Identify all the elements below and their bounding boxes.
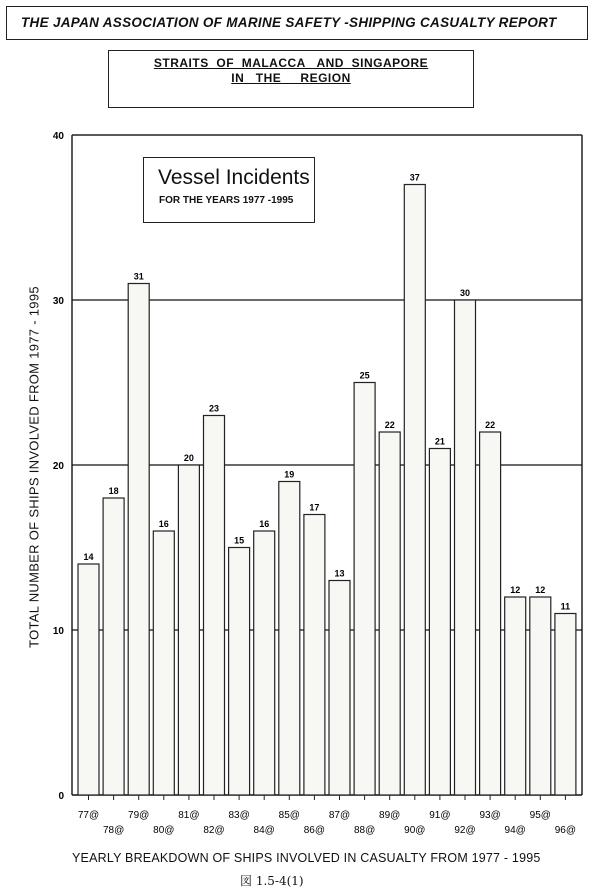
- bar: [379, 432, 400, 795]
- bar-value-label: 25: [359, 370, 370, 381]
- x-tick-label: 95@: [529, 810, 551, 821]
- bar-value-label: 20: [183, 453, 194, 463]
- x-tick-label: 88@: [353, 825, 376, 836]
- x-tick-label: 83@: [228, 810, 250, 821]
- bar-value-label: 18: [108, 486, 119, 496]
- bar: [279, 482, 300, 796]
- bar-value-label: 21: [434, 436, 445, 447]
- x-tick-label: 77@: [77, 810, 100, 821]
- bar-value-label: 13: [334, 568, 345, 579]
- x-tick-label: 90@: [404, 825, 426, 836]
- x-tick-label: 94@: [504, 825, 526, 836]
- bar: [480, 432, 501, 795]
- bar: [555, 614, 576, 796]
- bar: [128, 284, 149, 796]
- x-tick-label: 87@: [328, 810, 351, 821]
- bar: [204, 416, 225, 796]
- bar-value-label: 37: [409, 172, 420, 183]
- bar: [103, 498, 124, 795]
- bar: [530, 597, 551, 795]
- y-tick-label: 20: [52, 461, 64, 472]
- bar: [304, 515, 325, 796]
- bar-value-label: 22: [384, 420, 395, 430]
- bar-value-label: 16: [259, 519, 270, 529]
- y-tick-label: 30: [52, 296, 64, 307]
- bar-value-label: 12: [510, 585, 521, 595]
- x-tick-label: 96@: [554, 825, 577, 836]
- chart-legend-box: [143, 157, 315, 223]
- bar-value-label: 19: [284, 469, 295, 480]
- x-tick-label: 89@: [379, 810, 401, 821]
- figure-caption: 図 1.5-4(1): [240, 874, 304, 888]
- bar: [78, 564, 99, 795]
- bar-value-label: 16: [158, 519, 169, 529]
- y-tick-label: 40: [52, 131, 64, 142]
- bar-value-label: 12: [535, 585, 546, 595]
- bar: [229, 548, 250, 796]
- x-tick-label: 79@: [128, 810, 150, 821]
- y-tick-label: 0: [58, 791, 64, 802]
- bar: [254, 531, 275, 795]
- y-axis-title: TOTAL NUMBER OF SHIPS INVOLVED FROM 1977 - 1995: [26, 286, 42, 648]
- bar-value-label: 14: [83, 552, 94, 562]
- x-tick-label: 86@: [303, 825, 326, 836]
- bar: [455, 300, 476, 795]
- bar-value-label: 15: [234, 535, 245, 546]
- x-tick-label: 85@: [278, 810, 300, 821]
- bar: [329, 581, 350, 796]
- bar-value-label: 30: [459, 288, 471, 298]
- x-axis-title: YEARLY BREAKDOWN OF SHIPS INVOLVED IN CASUALTY FROM 1977 - 1995: [72, 851, 541, 865]
- x-tick-label: 84@: [253, 825, 275, 836]
- x-tick-label: 82@: [203, 825, 225, 836]
- x-tick-label: 92@: [454, 825, 476, 836]
- bar: [429, 449, 450, 796]
- x-tick-label: 81@: [178, 810, 200, 821]
- bar: [153, 531, 174, 795]
- bar-value-label: 17: [309, 502, 320, 513]
- region-title-line1: STRAITS OF MALACCA AND SINGAPORE: [153, 56, 429, 70]
- legend-subtitle: FOR THE YEARS 1977 -1995: [159, 195, 294, 206]
- y-tick-label: 10: [52, 626, 64, 637]
- x-tick-label: 91@: [429, 810, 451, 821]
- bar: [404, 185, 425, 796]
- legend-title: Vessel Incidents: [158, 166, 310, 189]
- bar: [505, 597, 526, 795]
- bar: [354, 383, 375, 796]
- bar-value-label: 31: [133, 271, 144, 282]
- x-tick-label: 80@: [153, 825, 175, 836]
- x-tick-label: 78@: [102, 825, 125, 836]
- x-tick-label: 93@: [479, 810, 501, 821]
- bar-value-label: 23: [208, 403, 220, 414]
- bar: [178, 465, 199, 795]
- bar-value-label: 22: [485, 420, 496, 430]
- report-header-text: THE JAPAN ASSOCIATION OF MARINE SAFETY -SHIPPING CASUALTY REPORT: [21, 15, 557, 30]
- bar-value-label: 11: [560, 601, 571, 612]
- region-title-line2: IN THE REGION: [231, 71, 351, 85]
